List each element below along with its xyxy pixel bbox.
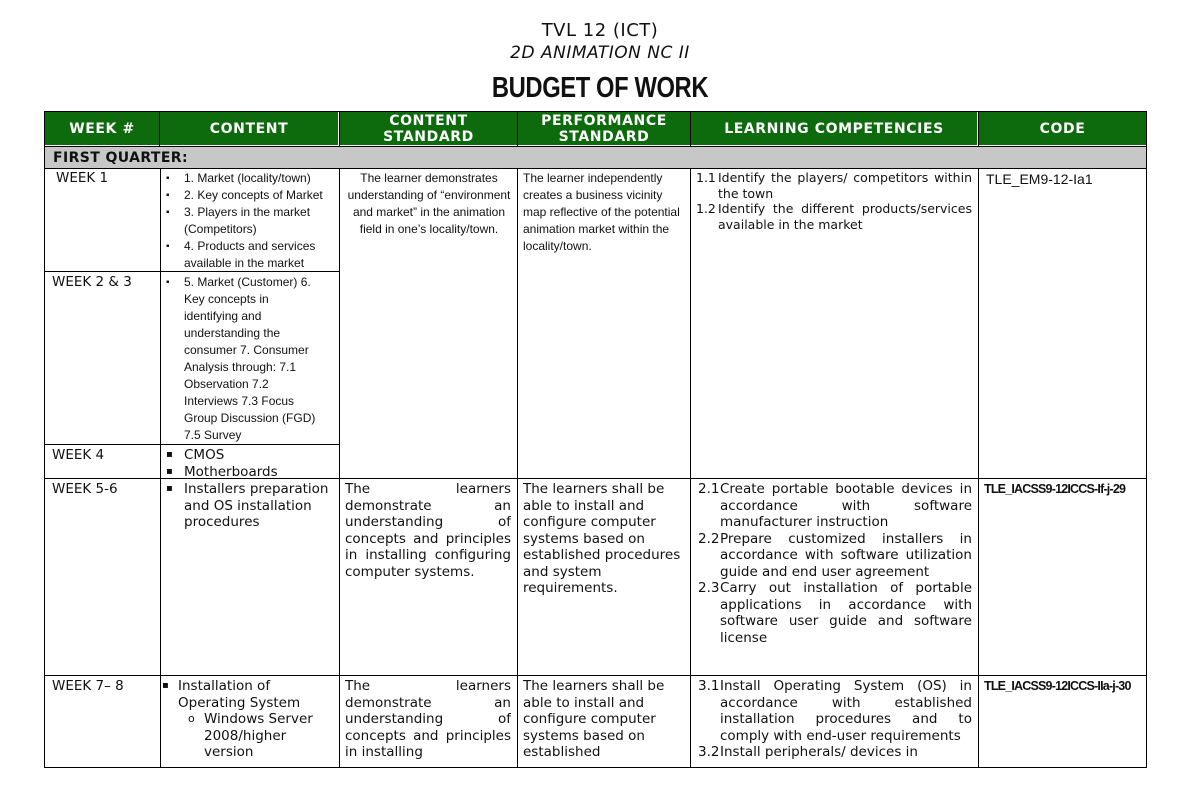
header-content: CONTENT [160,112,338,145]
content-cell-week-4 [162,447,336,480]
list-item: ▪ Installers preparation and OS installation procedures [162,481,334,531]
content-cell-week-1 [162,170,336,272]
competency-text: Carry out installation of portable applications in accordance with software user guide and software license [720,580,972,646]
performance-standard-week-7-8: The learners shall be able to install and configure computer systems based on established [523,678,665,760]
content-cell-week-2-3 [162,274,322,444]
code-week-5-6: TLE_IACSS9-12ICCS-If-j-29 [984,482,1126,496]
competency-number: 2.3 [698,580,720,596]
header-learning-competencies: LEARNING COMPETENCIES [691,112,977,145]
competencies-week-5-6 [698,481,972,646]
content-standard-week-5-6: The learners demonstrate an understanding of concepts and principles in installing configuring computer systems. [345,481,511,580]
competency-number: 3.1 [698,678,720,694]
list-item: ▪ Motherboards [162,464,336,481]
performance-standard-week-5-6: The learners shall be able to install and configure computer systems based on established procedures and system requirements. [523,481,681,596]
content-standard-week-7-8: The learners demonstrate an understanding of concepts and principles in installing [345,678,511,760]
competencies-group-1 [696,170,972,232]
code-week-7-8: TLE_IACSS9-12ICCS-IIa-j-30 [984,679,1131,693]
week-label-7-8: WEEK 7– 8 [52,678,124,694]
content-cell-week-7-8: ▪ Installation of Operating System o Windows Server 2008/higher version [162,678,334,766]
week-label-5-6: WEEK 5-6 [52,481,118,497]
competency-text: Prepare customized installers in accordance with software utilization guide and end user agreement [720,530,972,580]
competencies-week-7-8 [698,678,972,766]
list-item: ▪ 1. Market (locality/town) [162,170,336,187]
list-item: Installation of Operating System [178,678,301,711]
list-item: ▪ 4. Products and services available in the market [162,238,336,272]
sub-list-item: o Windows Server 2008/higher version [182,711,334,761]
content-standard-group-1: The learner demonstrates understanding of “environment and market” in the animation field in one’s locality/town. [347,171,511,236]
week-label-1: WEEK 1 [56,170,109,186]
competency-number: 1.1 [696,170,716,185]
week-label-4: WEEK 4 [52,447,105,463]
list-item: ▪ 2. Key concepts of Market [162,187,336,204]
list-item: ▪ 5. Market (Customer) 6. Key concepts in identifying and understanding the consumer 7. Consumer Analysis through: 7.1 Observation 7.2 Interviews 7.3 Focus Group Discussion (FGD) 7.5 Survey [162,274,322,444]
competency-text: Install Operating System (OS) in accordance with established installation procedures and to comply with end-user requirements [720,678,972,744]
competency-number: 1.2 [696,201,716,216]
competency-text: Identify the players/ competitors within the town [718,170,972,201]
subject-heading: 2D ANIMATION NC II [510,43,690,63]
strand-heading: TVL 12 (ICT) [541,20,659,41]
content-cell-week-5-6 [162,481,334,531]
competency-number: 3.2 [698,744,720,760]
document-title: BUDGET OF WORK [491,72,709,104]
competency-number: 2.2 [698,530,720,547]
competency-text: Create portable bootable devices in accordance with software manufacturer instruction [720,481,972,530]
budget-table [44,111,1147,768]
competency-text: Identify the different products/services available in the market [718,201,972,232]
list-item: ▪ CMOS [162,447,336,464]
header-week: WEEK # [45,112,159,145]
code-group-1: TLE_EM9-12-Ia1 [986,171,1093,187]
performance-standard-group-1: The learner independently creates a business vicinity map reflective of the potential animation market within the locality/town. [523,171,680,253]
week-label-2-3: WEEK 2 & 3 [52,274,132,290]
competency-number: 2.1 [698,481,720,497]
header-code: CODE [979,112,1146,145]
quarter-label: FIRST QUARTER: [45,147,1146,168]
header-content-standard: CONTENT STANDARD [340,112,517,145]
header-performance-standard: PERFORMANCE STANDARD [518,112,690,145]
list-item: ▪ 3. Players in the market (Competitors) [162,204,336,238]
competency-text: Install peripherals/ devices in [720,744,918,760]
